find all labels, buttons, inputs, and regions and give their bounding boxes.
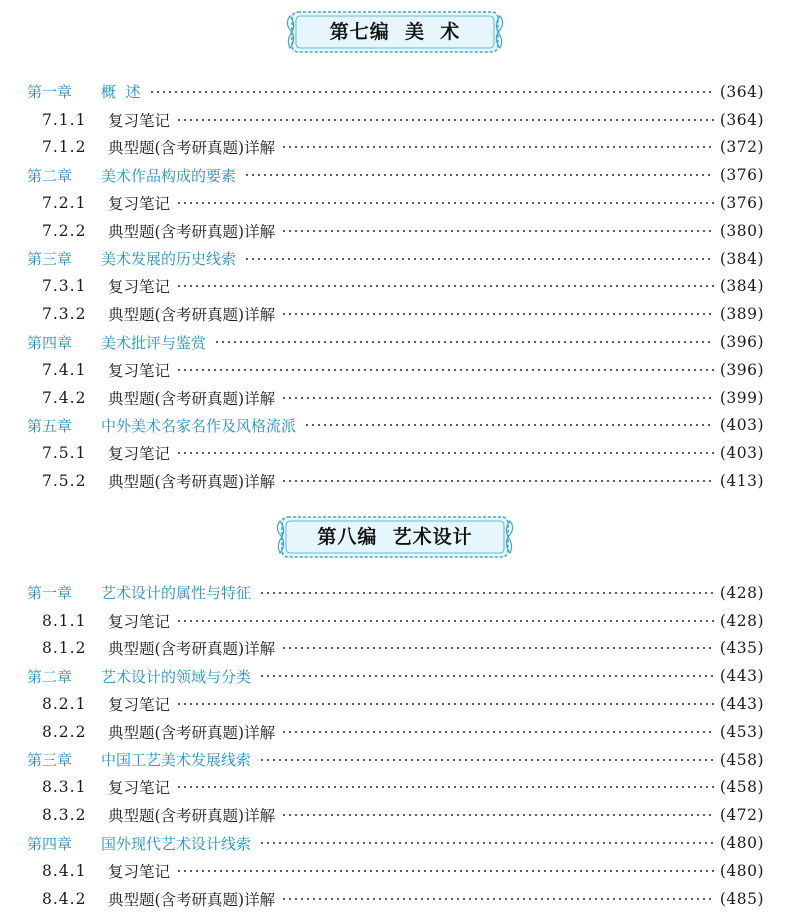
toc-entry-chapter[interactable] (0, 579, 790, 607)
entry-number: 第三章 (0, 248, 101, 269)
entry-title: 复习笔记 (108, 442, 174, 464)
entry-number: 第五章 (0, 415, 101, 436)
toc-entry-section[interactable] (0, 607, 790, 635)
page-number: (472) (719, 806, 764, 825)
dot-leader (176, 369, 714, 371)
entry-title: 美术作品构成的要素 (101, 165, 242, 186)
page-number: (396) (719, 333, 764, 352)
toc-entry-section[interactable] (0, 690, 790, 718)
page-number: (403) (719, 444, 764, 463)
entry-number: 第四章 (0, 833, 101, 854)
page-number: (453) (719, 722, 764, 741)
part-8-banner (0, 509, 790, 565)
entry-title: 典型题(含考研真题)详解 (108, 220, 279, 242)
toc-entry-section[interactable] (0, 300, 790, 328)
toc-entry-section[interactable] (0, 384, 790, 412)
toc-entry-section[interactable] (0, 718, 790, 746)
part-7-banner (0, 4, 790, 60)
dot-leader (176, 703, 714, 705)
entry-number: 8.4.2 (0, 890, 108, 908)
entry-title: 复习笔记 (108, 860, 174, 882)
part-title: 第八编 艺术设计 (317, 526, 473, 548)
dot-leader (149, 91, 714, 93)
entry-title: 概 述 (101, 81, 147, 102)
dot-leader (281, 731, 714, 733)
entry-title: 典型题(含考研真题)详解 (108, 637, 279, 659)
page-number: (396) (719, 360, 764, 379)
toc-entry-section[interactable] (0, 635, 790, 663)
entry-number: 第二章 (0, 666, 101, 687)
toc-entry-chapter[interactable] (0, 662, 790, 690)
entry-number: 7.3.2 (0, 305, 108, 323)
toc-entry-chapter[interactable] (0, 829, 790, 857)
entry-title: 复习笔记 (108, 693, 174, 715)
page-number: (364) (719, 110, 764, 129)
toc-entry-section[interactable] (0, 801, 790, 829)
entry-title: 复习笔记 (108, 776, 174, 798)
entry-title: 复习笔记 (108, 109, 174, 131)
page-number: (389) (719, 305, 764, 324)
toc-entry-chapter[interactable] (0, 78, 790, 106)
entry-number: 7.5.1 (0, 444, 108, 462)
entry-number: 7.4.1 (0, 361, 108, 379)
toc-entry-section[interactable] (0, 467, 790, 495)
page-number: (403) (719, 416, 764, 435)
toc-entry-section[interactable] (0, 356, 790, 384)
entry-title: 典型题(含考研真题)详解 (108, 721, 279, 743)
dot-leader (176, 119, 714, 121)
entry-title: 中国工艺美术发展线索 (101, 749, 257, 770)
page-number: (458) (719, 750, 764, 769)
entry-title: 美术批评与鉴赏 (101, 332, 212, 353)
entry-number: 8.3.1 (0, 778, 108, 796)
entry-title: 艺术设计的属性与特征 (101, 582, 257, 603)
dot-leader (176, 285, 714, 287)
toc-entry-section[interactable] (0, 273, 790, 301)
toc-entry-chapter[interactable] (0, 328, 790, 356)
entry-number: 7.1.1 (0, 111, 108, 129)
dot-leader (281, 397, 714, 399)
entry-title: 复习笔记 (108, 275, 174, 297)
page-number: (372) (719, 138, 764, 157)
page-number: (480) (719, 834, 764, 853)
toc-entry-chapter[interactable] (0, 746, 790, 774)
entry-title: 复习笔记 (108, 359, 174, 381)
dot-leader (281, 146, 714, 148)
toc-list (0, 579, 790, 913)
page-number: (376) (719, 194, 764, 213)
toc-entry-section[interactable] (0, 439, 790, 467)
toc-entry-chapter[interactable] (0, 161, 790, 189)
toc-entry-section[interactable] (0, 134, 790, 162)
entry-title: 美术发展的历史线索 (101, 248, 242, 269)
entry-title: 复习笔记 (108, 192, 174, 214)
dot-leader (281, 480, 714, 482)
dot-leader (304, 424, 714, 426)
entry-title: 典型题(含考研真题)详解 (108, 136, 279, 158)
page-number: (428) (719, 611, 764, 630)
entry-number: 7.4.2 (0, 389, 108, 407)
dot-leader (244, 258, 714, 260)
entry-number: 8.2.2 (0, 723, 108, 741)
page-number: (399) (719, 388, 764, 407)
dot-leader (259, 675, 714, 677)
entry-title: 中外美术名家名作及风格流派 (101, 415, 302, 436)
entry-number: 8.1.2 (0, 639, 108, 657)
dot-leader (259, 592, 714, 594)
toc-entry-chapter[interactable] (0, 245, 790, 273)
entry-title: 典型题(含考研真题)详解 (108, 804, 279, 826)
page-number: (380) (719, 221, 764, 240)
dot-leader (259, 842, 714, 844)
entry-number: 7.1.2 (0, 138, 108, 156)
dot-leader (176, 452, 714, 454)
entry-number: 第一章 (0, 81, 101, 102)
dot-leader (281, 313, 714, 315)
dot-leader (176, 870, 714, 872)
entry-number: 7.2.1 (0, 194, 108, 212)
page-number: (443) (719, 695, 764, 714)
toc-entry-section[interactable] (0, 189, 790, 217)
toc-entry-section[interactable] (0, 885, 790, 913)
page-number: (443) (719, 667, 764, 686)
page-number: (376) (719, 166, 764, 185)
page-number: (384) (719, 249, 764, 268)
page-number: (428) (719, 583, 764, 602)
entry-title: 典型题(含考研真题)详解 (108, 888, 279, 910)
dot-leader (176, 620, 714, 622)
dot-leader (281, 814, 714, 816)
entry-number: 8.3.2 (0, 806, 108, 824)
entry-number: 7.3.1 (0, 277, 108, 295)
entry-title: 国外现代艺术设计线索 (101, 833, 257, 854)
entry-number: 第一章 (0, 582, 101, 603)
page-number: (413) (719, 472, 764, 491)
entry-title: 复习笔记 (108, 610, 174, 632)
toc-list (0, 78, 790, 495)
toc-entry-section[interactable] (0, 106, 790, 134)
page-number: (364) (719, 82, 764, 101)
toc-entry-section[interactable] (0, 857, 790, 885)
entry-number: 第二章 (0, 165, 101, 186)
dot-leader (244, 174, 714, 176)
entry-title: 典型题(含考研真题)详解 (108, 470, 279, 492)
entry-number: 7.5.2 (0, 472, 108, 490)
page-number: (480) (719, 861, 764, 880)
dot-leader (176, 786, 714, 788)
entry-number: 7.2.2 (0, 222, 108, 240)
entry-number: 第四章 (0, 332, 101, 353)
page-number: (435) (719, 639, 764, 658)
toc-entry-section[interactable] (0, 217, 790, 245)
page-number: (458) (719, 778, 764, 797)
dot-leader (259, 759, 714, 761)
page-number: (384) (719, 277, 764, 296)
dot-leader (176, 202, 714, 204)
dot-leader (281, 230, 714, 232)
part-title: 第七编 美 术 (329, 21, 461, 43)
toc-entry-chapter[interactable] (0, 412, 790, 440)
toc-entry-section[interactable] (0, 774, 790, 802)
entry-number: 8.4.1 (0, 862, 108, 880)
dot-leader (281, 898, 714, 900)
entry-number: 8.2.1 (0, 695, 108, 713)
entry-title: 典型题(含考研真题)详解 (108, 387, 279, 409)
entry-number: 8.1.1 (0, 612, 108, 630)
entry-title: 艺术设计的领域与分类 (101, 666, 257, 687)
entry-title: 典型题(含考研真题)详解 (108, 303, 279, 325)
entry-number: 第三章 (0, 749, 101, 770)
dot-leader (214, 341, 714, 343)
dot-leader (281, 647, 714, 649)
page-number: (485) (719, 889, 764, 908)
